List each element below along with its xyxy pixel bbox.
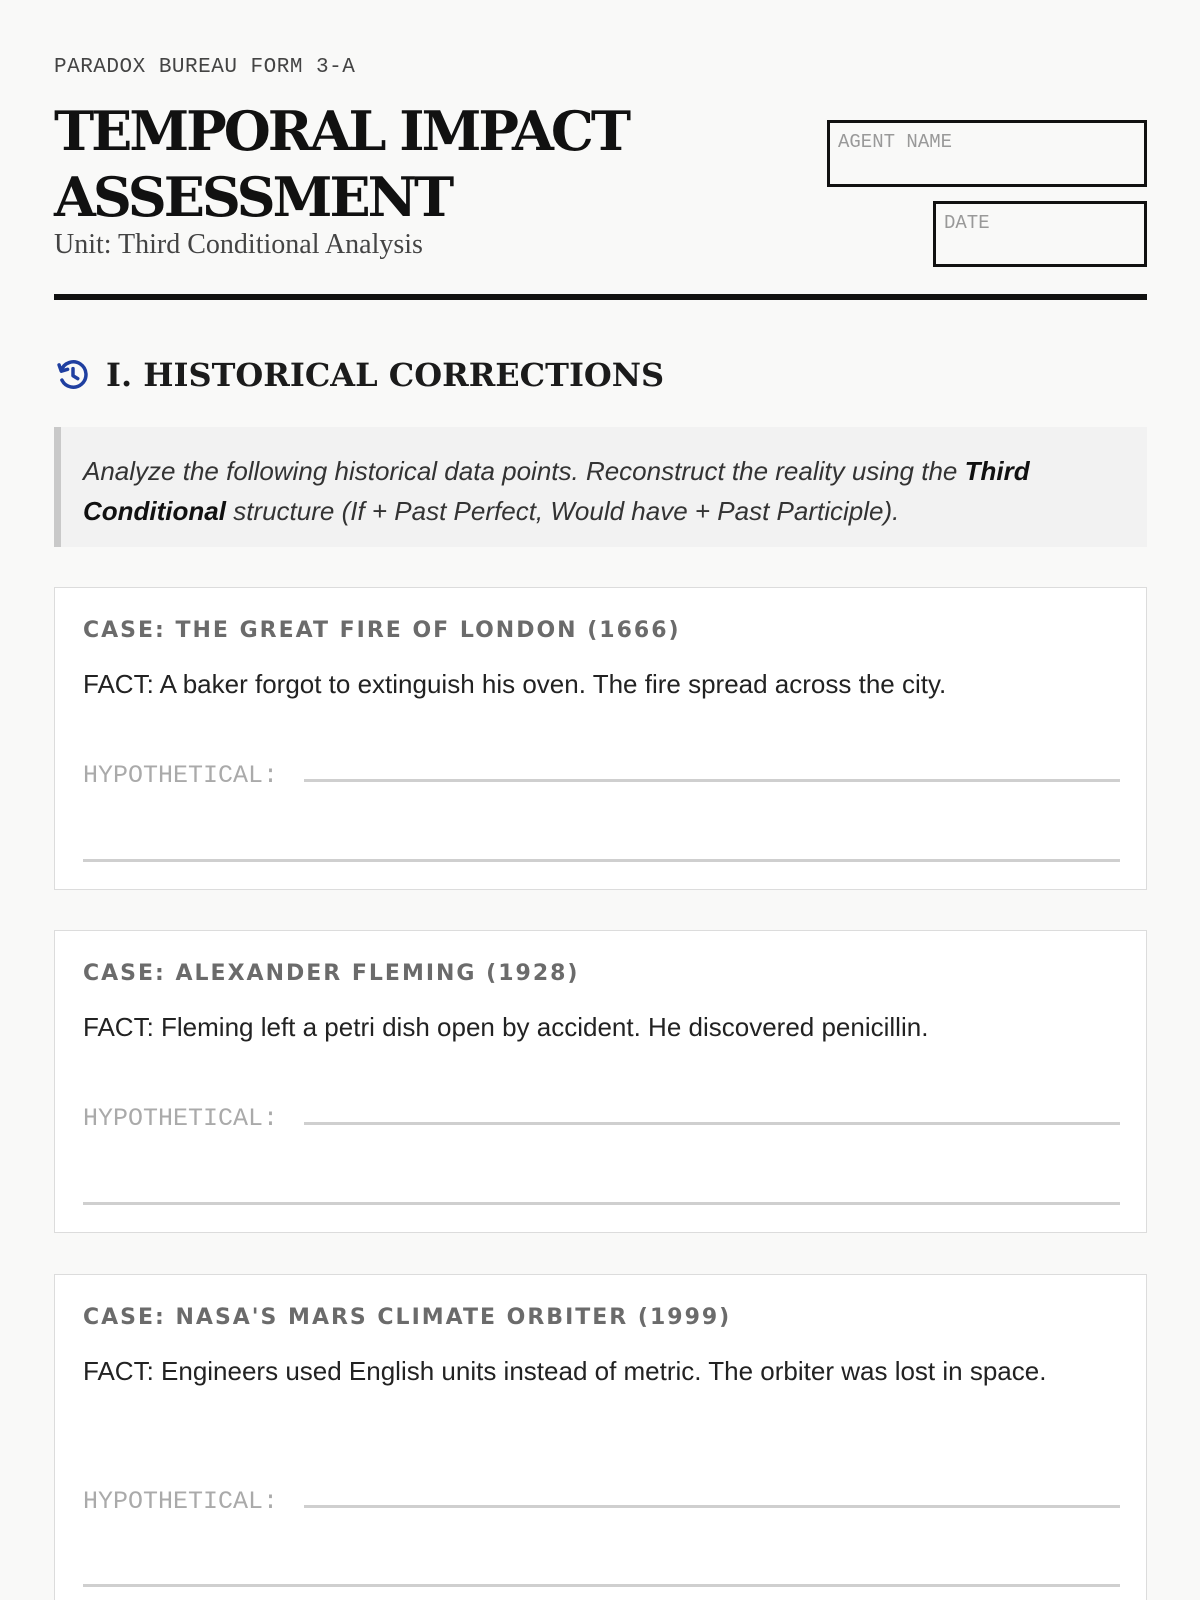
case-label: CASE: NASA'S MARS CLIMATE ORBITER (1999) — [83, 1305, 732, 1330]
section-title: I. HISTORICAL CORRECTIONS — [106, 356, 665, 394]
agent-name-field[interactable] — [827, 120, 1147, 187]
hypothetical-answer-line[interactable] — [304, 779, 1120, 782]
instructions-emphasis: Third Conditional — [83, 456, 1030, 526]
hypothetical-label: HYPOTHETICAL: — [83, 1104, 279, 1133]
page-title — [54, 98, 754, 230]
instructions-callout — [54, 427, 1147, 547]
case-label: CASE: ALEXANDER FLEMING (1928) — [83, 961, 580, 986]
case-card — [54, 930, 1147, 1233]
hypothetical-answer-line-2[interactable] — [83, 1202, 1120, 1205]
history-icon — [54, 356, 92, 394]
case-fact: FACT: A baker forgot to extinguish his oven. The fire spread across the city. — [83, 669, 947, 699]
case-fact: FACT: Fleming left a petri dish open by accident. He discovered penicillin. — [83, 1012, 929, 1042]
case-card — [54, 1274, 1147, 1600]
form-identifier: PARADOX BUREAU FORM 3-A — [54, 56, 356, 79]
case-card — [54, 587, 1147, 890]
hypothetical-answer-line-2[interactable] — [83, 1584, 1120, 1587]
date-field[interactable] — [933, 201, 1147, 267]
worksheet-page — [54, 0, 1147, 1600]
date-placeholder: DATE — [944, 212, 990, 234]
section-header — [54, 356, 664, 394]
page-title-line-1: TEMPORAL IMPACT — [54, 99, 629, 163]
agent-name-placeholder: AGENT NAME — [838, 131, 953, 153]
instructions-text-1: Analyze the following historical data points. Reconstruct the reality using the — [83, 456, 965, 486]
page-subtitle: Unit: Third Conditional Analysis — [54, 229, 423, 260]
header-divider — [54, 294, 1147, 300]
hypothetical-answer-line[interactable] — [304, 1505, 1120, 1508]
case-fact: FACT: Engineers used English units instead of metric. The orbiter was lost in space. — [83, 1356, 1047, 1386]
hypothetical-label: HYPOTHETICAL: — [83, 761, 279, 790]
hypothetical-answer-line-2[interactable] — [83, 859, 1120, 862]
hypothetical-label: HYPOTHETICAL: — [83, 1487, 279, 1516]
hypothetical-answer-line[interactable] — [304, 1122, 1120, 1125]
instructions-text-2: structure (If + Past Perfect, Would have + Past Participle). — [225, 496, 900, 526]
page-title-line-2: ASSESSMENT — [54, 165, 452, 229]
case-label: CASE: THE GREAT FIRE OF LONDON (1666) — [83, 618, 681, 643]
